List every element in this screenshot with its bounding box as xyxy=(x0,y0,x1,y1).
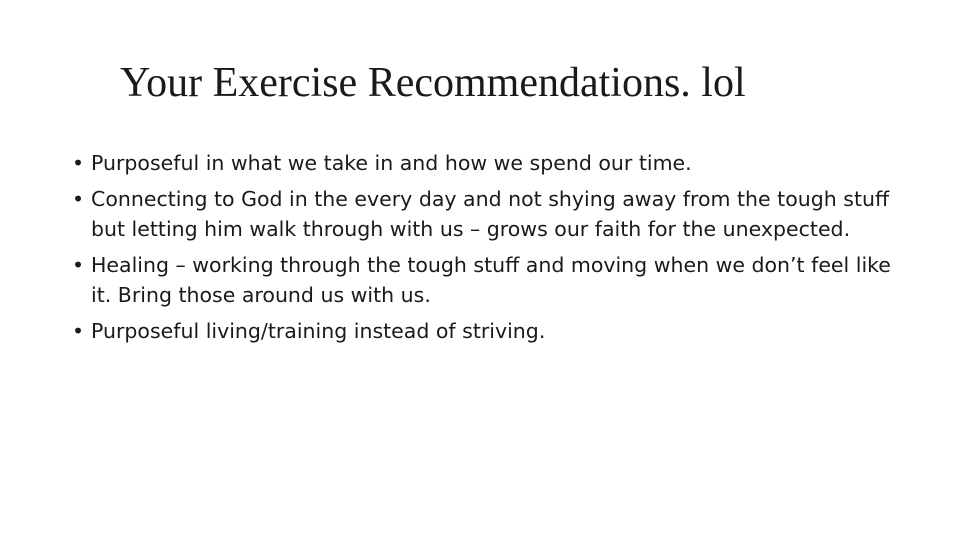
bullet-list xyxy=(72,148,912,352)
bullet-item xyxy=(72,184,912,244)
bullet-text: Healing – working through the tough stuff and moving when we don’t feel like it. Bring those around us with us. xyxy=(91,253,891,307)
bullet-point-icon: • xyxy=(72,253,85,277)
bullet-text: Purposeful in what we take in and how we spend our time. xyxy=(91,151,692,175)
bullet-point-icon: • xyxy=(72,187,85,211)
bullet-text: Connecting to God in the every day and not shying away from the tough stuff but letting him walk through with us – grows our faith for the unexpected. xyxy=(91,187,890,241)
bullet-item xyxy=(72,148,912,178)
bullet-item xyxy=(72,316,912,346)
slide-title: Your Exercise Recommendations. lol xyxy=(120,60,746,106)
bullet-point-icon: • xyxy=(72,319,85,343)
bullet-text: Purposeful living/training instead of striving. xyxy=(91,319,546,343)
bullet-item xyxy=(72,250,912,310)
bullet-point-icon: • xyxy=(72,151,85,175)
